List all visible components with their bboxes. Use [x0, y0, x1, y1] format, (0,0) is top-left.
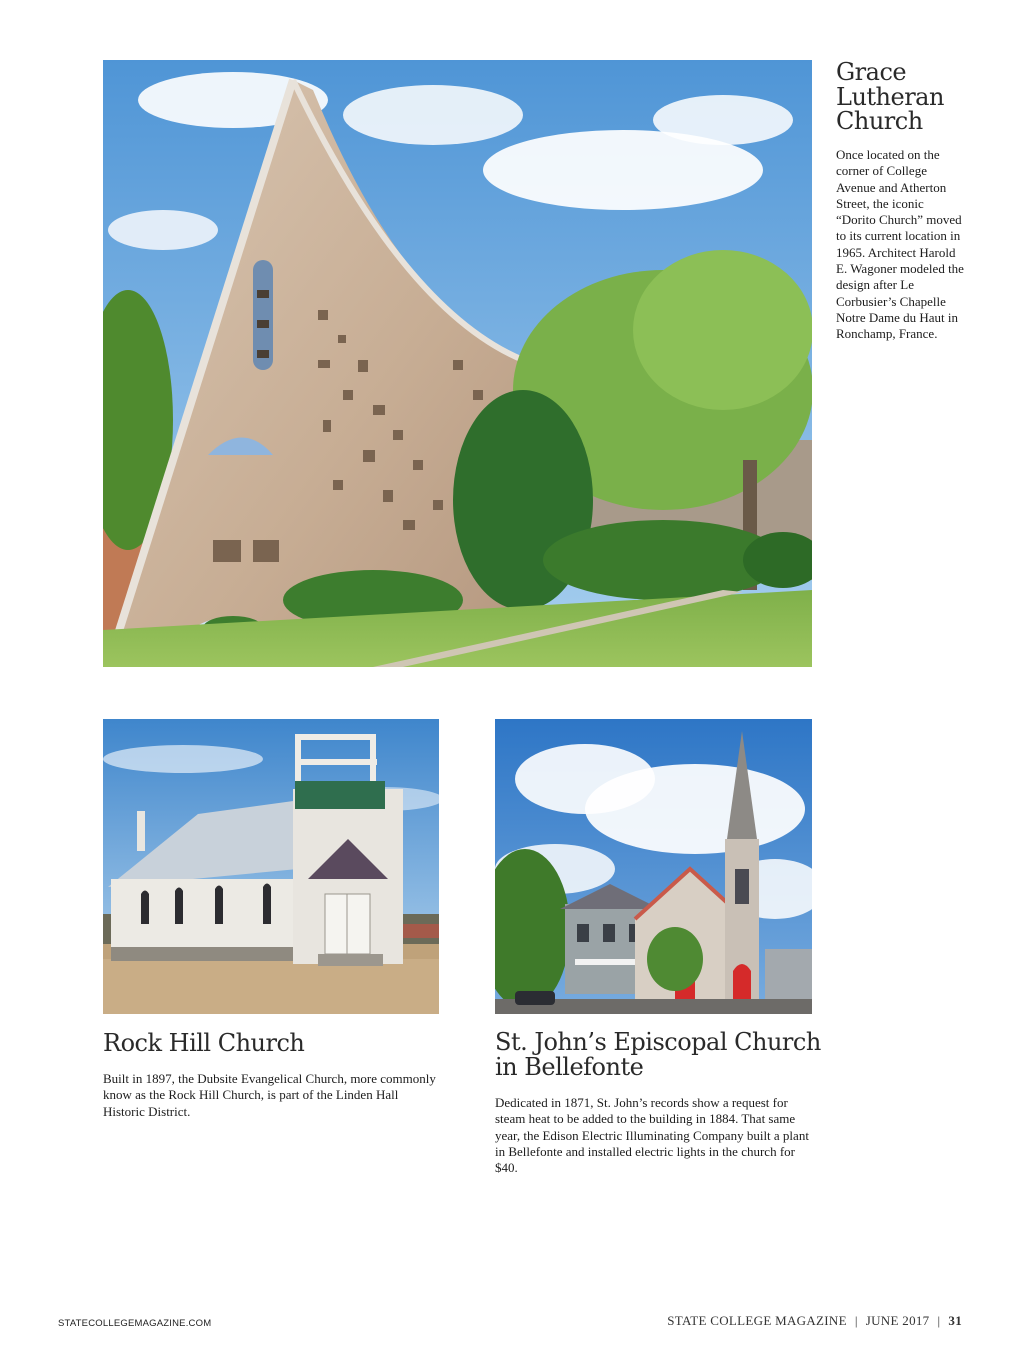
footer-magazine-name: STATE COLLEGE MAGAZINE	[667, 1313, 847, 1328]
st-johns-title-line-2: in Bellefonte	[495, 1052, 644, 1081]
rock-hill-caption: Built in 1897, the Dubsite Evangelical Church, more commonly know as the Rock Hill Church, is part of the Linden Hall Historic District.	[103, 1071, 436, 1119]
footer-issue-date: JUNE 2017	[865, 1313, 930, 1328]
st-johns-title	[495, 1030, 821, 1079]
grace-lutheran-caption: Once located on the corner of College Avenue and Atherton Street, the iconic “Dorito Church” moved to its current location in 1965. Architect Harold E. Wagoner modeled the design after Le Corbusier’s Chapelle Notre Dame du Haut in Ronchamp, France.	[836, 147, 964, 342]
grace-title-line-3: Church	[836, 107, 923, 135]
st-johns-title-line-1: St. John’s Episcopal Church	[495, 1028, 821, 1056]
footer-separator-1: |	[854, 1313, 858, 1328]
grace-lutheran-title	[836, 60, 944, 134]
grace-title-line-1: Grace	[836, 58, 907, 86]
grace-title-line-2: Lutheran	[836, 82, 944, 111]
footer-separator-2: |	[937, 1313, 941, 1328]
page-number: 31	[948, 1313, 962, 1328]
rock-hill-title: Rock Hill Church	[103, 1029, 305, 1057]
rock-hill-church-photo	[103, 719, 439, 1014]
st-johns-church-photo	[495, 719, 812, 1014]
grace-lutheran-church-photo	[103, 60, 812, 667]
st-johns-caption: Dedicated in 1871, St. John’s records show a request for steam heat to be added to the building in 1884. That same year, the Edison Electric Illuminating Company built a plant in Bellefonte and installed electric lights in the church for $40.	[495, 1095, 809, 1176]
footer-folio	[667, 1313, 962, 1329]
footer-website: STATECOLLEGEMAGAZINE.COM	[58, 1318, 212, 1329]
